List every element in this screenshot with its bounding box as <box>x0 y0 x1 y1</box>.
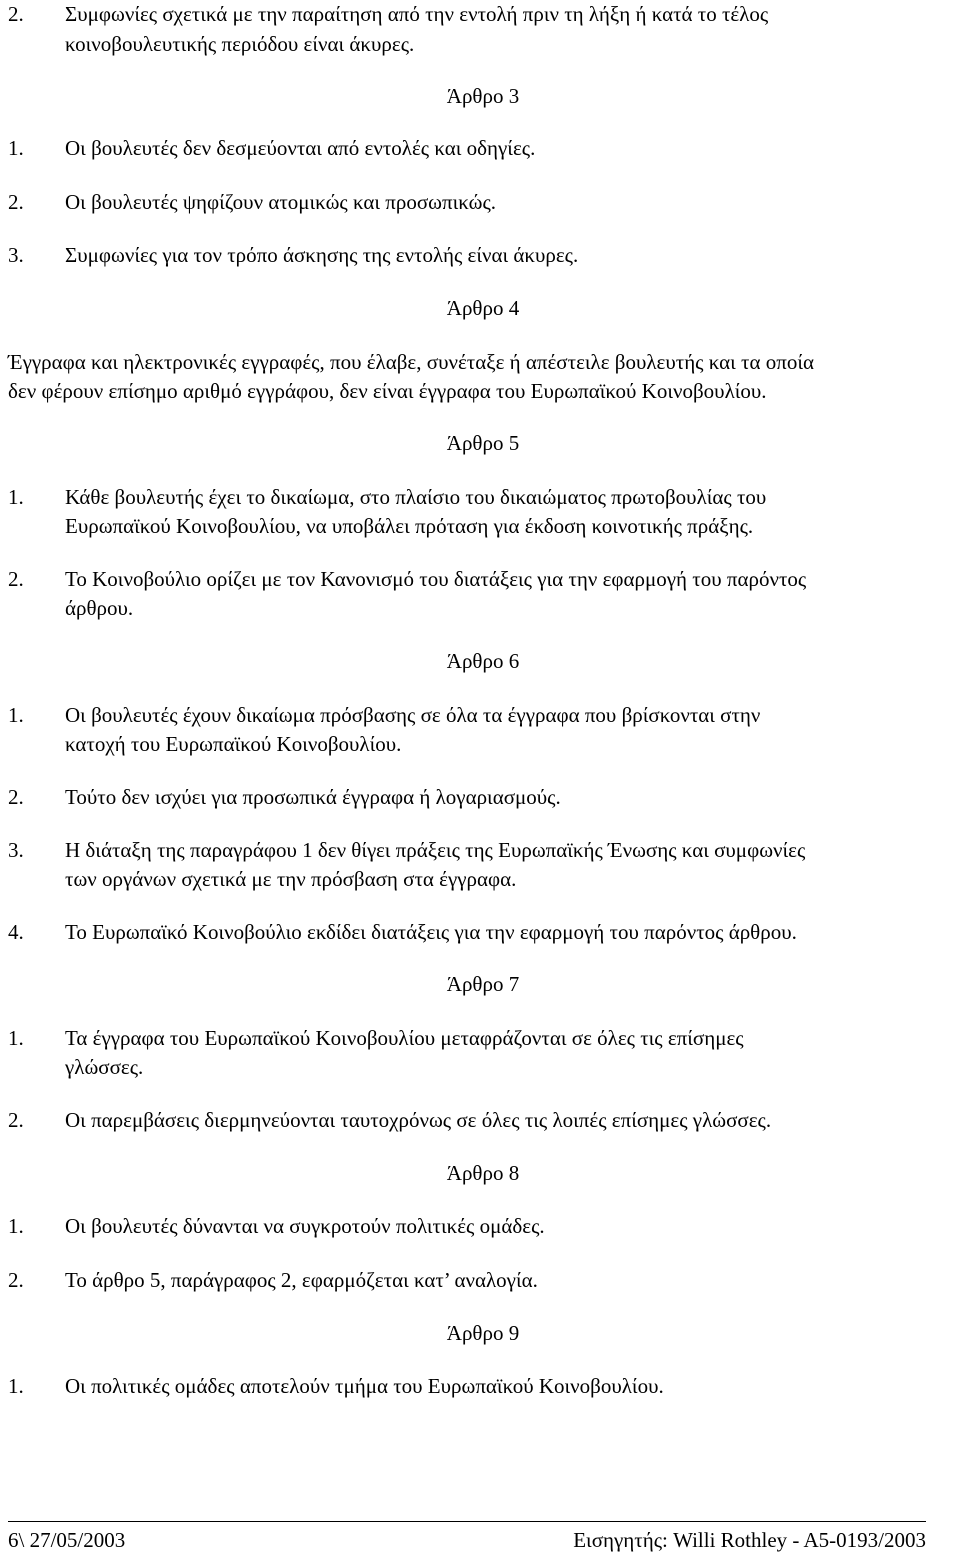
paragraph-number: 2. <box>8 2 24 26</box>
paragraph-text-line: Η διάταξη της παραγράφου 1 δεν θίγει πράξεις της Ευρωπαϊκής Ένωσης και συμφωνίες <box>65 838 806 862</box>
paragraph-text-line: κατοχή του Ευρωπαϊκού Κοινοβουλίου. <box>65 732 402 756</box>
paragraph-text: Οι βουλευτές ψηφίζουν ατομικώς και προσωπικώς. <box>65 190 497 214</box>
paragraph-text-line: Το Κοινοβούλιο ορίζει με τον Κανονισμό του διατάξεις για την εφαρμογή του παρόντος <box>65 567 807 591</box>
paragraph-text: Το Ευρωπαϊκό Κοινοβούλιο εκδίδει διατάξεις για την εφαρμογή του παρόντος άρθρου. <box>65 920 797 944</box>
paragraph-text-line: Τα έγγραφα του Ευρωπαϊκού Κοινοβουλίου μεταφράζονται σε όλες τις επίσημες <box>65 1026 744 1050</box>
paragraph-text-line: κοινοβουλευτικής περιόδου είναι άκυρες. <box>65 32 415 56</box>
paragraph-text: Οι βουλευτές δύνανται να συγκροτούν πολιτικές ομάδες. <box>65 1214 545 1238</box>
paragraph-text: Οι βουλευτές δεν δεσμεύονται από εντολές και οδηγίες. <box>65 136 536 160</box>
paragraph-number: 1. <box>8 485 24 509</box>
article-heading: Άρθρο 5 <box>446 431 520 455</box>
article-heading: Άρθρο 6 <box>446 649 520 673</box>
paragraph-number: 1. <box>8 1214 24 1238</box>
article-heading: Άρθρο 3 <box>446 84 520 108</box>
paragraph-text-line: των οργάνων σχετικά με την πρόσβαση στα έγγραφα. <box>65 867 517 891</box>
paragraph-text: Τούτο δεν ισχύει για προσωπικά έγγραφα ή λογαριασμούς. <box>65 785 561 809</box>
article-heading: Άρθρο 8 <box>446 1161 520 1185</box>
paragraph-text-line: δεν φέρουν επίσημο αριθμό εγγράφου, δεν είναι έγγραφα του Ευρωπαϊκού Κοινοβουλίου. <box>8 379 767 403</box>
paragraph-number: 4. <box>8 920 24 944</box>
paragraph-text-line: Ευρωπαϊκού Κοινοβουλίου, να υποβάλει πρόταση για έκδοση κοινοτικής πράξης. <box>65 514 754 538</box>
article-heading: Άρθρο 7 <box>446 972 520 996</box>
paragraph-number: 1. <box>8 1374 24 1398</box>
paragraph-text-line: Συμφωνίες σχετικά με την παραίτηση από την εντολή πριν τη λήξη ή κατά το τέλος <box>65 2 769 26</box>
paragraph-number: 2. <box>8 1268 24 1292</box>
article-heading: Άρθρο 4 <box>446 296 520 320</box>
paragraph-text-line: Οι βουλευτές έχουν δικαίωμα πρόσβασης σε όλα τα έγγραφα που βρίσκονται στην <box>65 703 761 727</box>
paragraph-number: 1. <box>8 703 24 727</box>
paragraph-text: Οι παρεμβάσεις διερμηνεύονται ταυτοχρόνως σε όλες τις λοιπές επίσημες γλώσσες. <box>65 1108 772 1132</box>
paragraph-text-line: Έγγραφα και ηλεκτρονικές εγγραφές, που έλαβε, συνέταξε ή απέστειλε βουλευτής και τα οποία <box>8 350 814 374</box>
paragraph-text: Οι πολιτικές ομάδες αποτελούν τμήμα του Ευρωπαϊκού Κοινοβουλίου. <box>65 1374 664 1398</box>
paragraph-text: Συμφωνίες για τον τρόπο άσκησης της εντολής είναι άκυρες. <box>65 243 579 267</box>
paragraph-number: 3. <box>8 838 24 862</box>
footer-rapporteur: Εισηγητής: Willi Rothley - A5-0193/2003 <box>573 1528 926 1552</box>
paragraph-number: 1. <box>8 1026 24 1050</box>
paragraph-number: 2. <box>8 190 24 214</box>
paragraph-number: 2. <box>8 785 24 809</box>
article-heading: Άρθρο 9 <box>446 1321 520 1345</box>
paragraph-text: Το άρθρο 5, παράγραφος 2, εφαρμόζεται κατ’ αναλογία. <box>65 1268 538 1292</box>
paragraph-text-line: Κάθε βουλευτής έχει το δικαίωμα, στο πλαίσιο του δικαιώματος πρωτοβουλίας του <box>65 485 767 509</box>
footer-page-date: 6\ 27/05/2003 <box>8 1528 126 1552</box>
paragraph-number: 1. <box>8 136 24 160</box>
paragraph-number: 2. <box>8 1108 24 1132</box>
paragraph-text-line: γλώσσες. <box>65 1055 144 1079</box>
paragraph-number: 3. <box>8 243 24 267</box>
paragraph-number: 2. <box>8 567 24 591</box>
paragraph-text-line: άρθρου. <box>65 596 134 620</box>
footer-divider <box>8 1521 926 1522</box>
